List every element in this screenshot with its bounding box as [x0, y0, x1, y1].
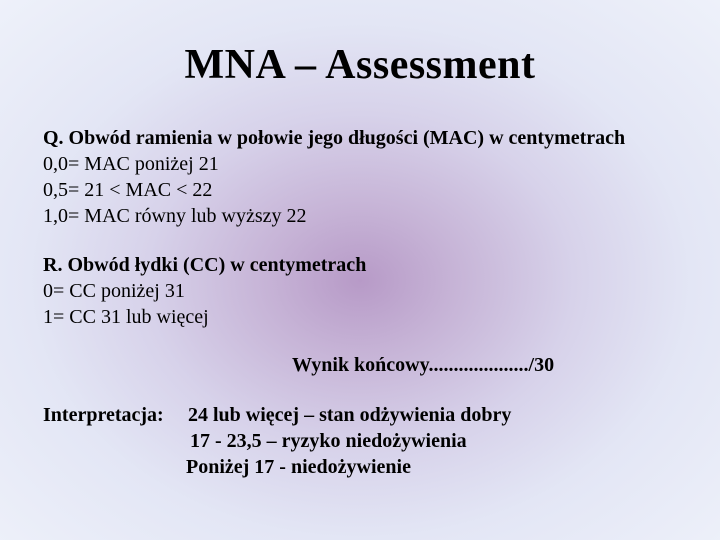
option-r-1: 0= CC poniżej 31	[43, 280, 185, 302]
question-q: Q. Obwód ramienia w połowie jego długości (MAC) w centymetrach	[43, 127, 626, 149]
interpretation-label: Interpretacja:	[43, 404, 164, 426]
option-q-2: 0,5= 21 < MAC < 22	[43, 179, 213, 201]
slide-title: MNA – Assessment	[184, 42, 536, 88]
final-score: Wynik końcowy..................../30	[292, 354, 555, 376]
interpretation-line-2: 17 - 23,5 – ryzyko niedożywienia	[190, 430, 467, 452]
option-q-1: 0,0= MAC poniżej 21	[43, 153, 219, 175]
interpretation-line-1: 24 lub więcej – stan odżywienia dobry	[188, 404, 512, 426]
option-q-3: 1,0= MAC równy lub wyższy 22	[43, 205, 307, 227]
question-r: R. Obwód łydki (CC) w centymetrach	[43, 254, 367, 276]
interpretation-line-3: Poniżej 17 - niedożywienie	[186, 456, 411, 478]
option-r-2: 1= CC 31 lub więcej	[43, 306, 209, 328]
